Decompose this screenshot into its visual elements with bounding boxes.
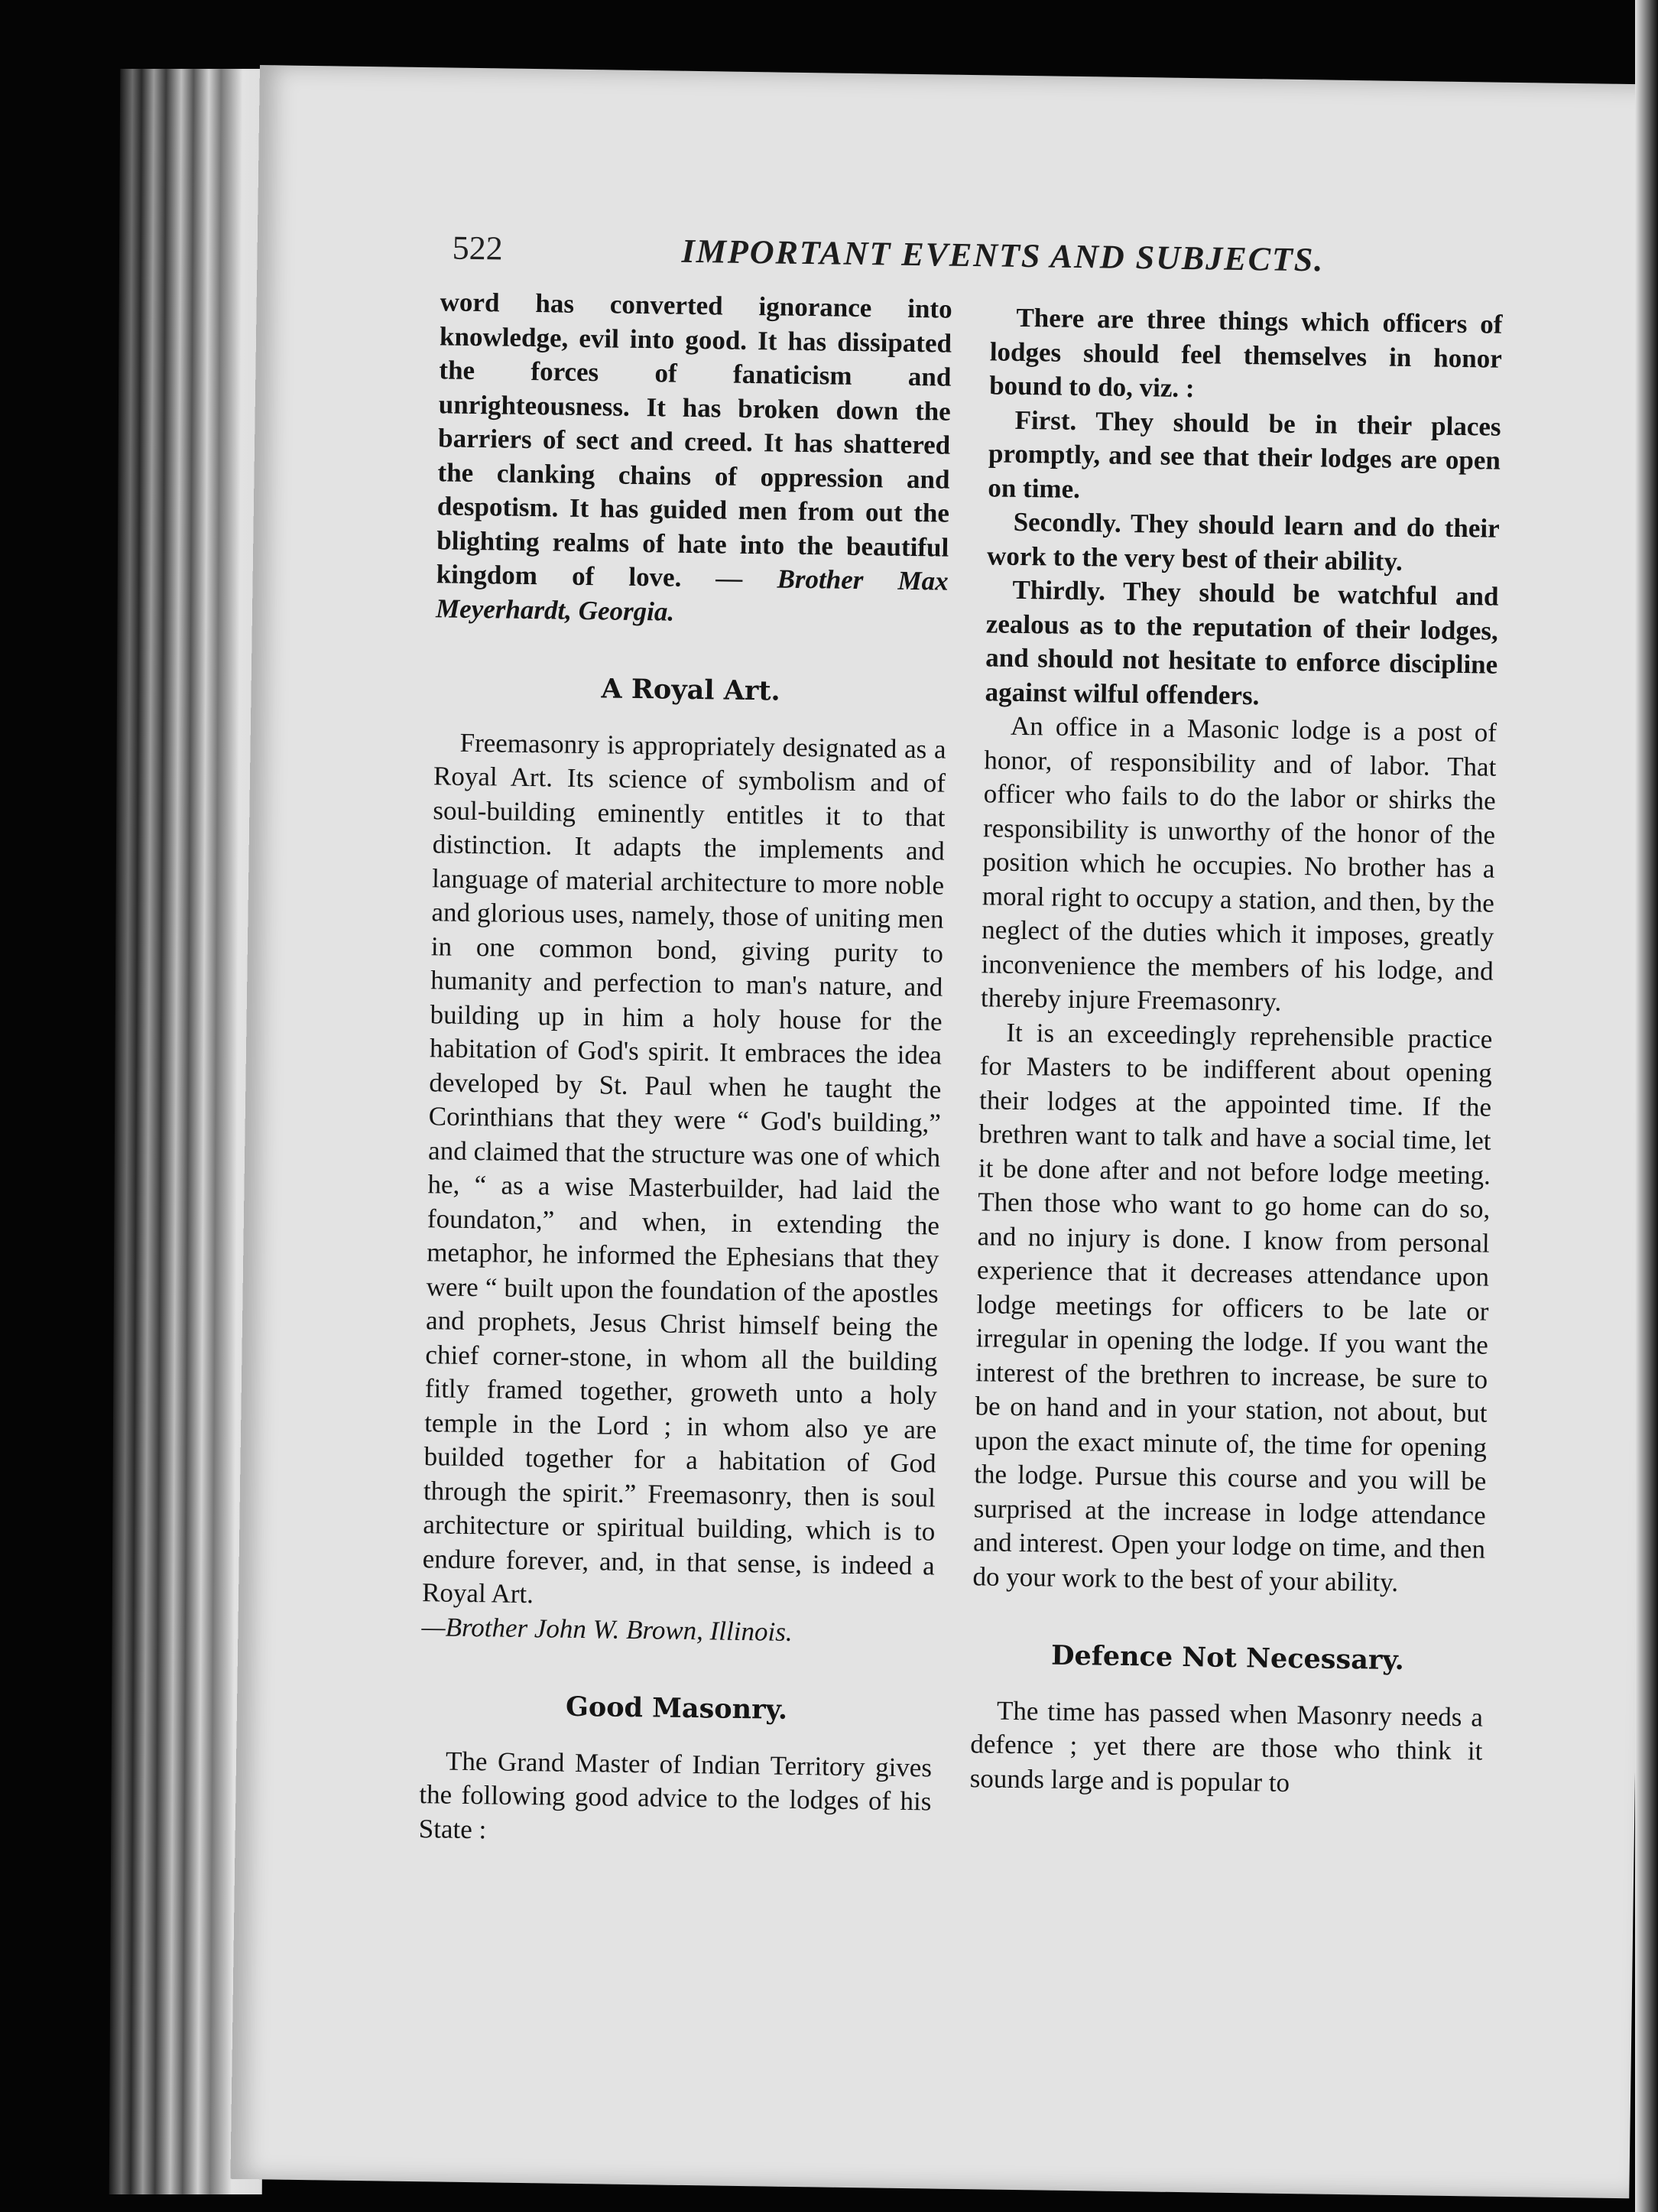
royal-art-credit: —Brother John W. Brown, Illinois. <box>421 1611 793 1647</box>
royal-art-paragraph <box>422 726 946 1617</box>
right-column <box>969 300 1502 1802</box>
right-paragraph: It is an exceedingly reprehensible practice for Masters to be indifferent about opening their lodges at the appointed time. If the brethren want to talk and have a social time, let it be done after and not before lodge meeting. Then those who want to go home can do so, and no injury is done. I know from personal experience that it decreases attendance upon lodge meetings for officers to be late or irregular in opening the lodge. If you want the interest of the brethren to increase, be sure to be on hand and in your station, not about, but upon the exact minute of, the time for opening the lodge. Pursue this course and you will be surprised at the increase in lodge attendance and interest. Open your lodge on time, and then do your work to the best of your ability. <box>972 1017 1493 1597</box>
intro-paragraph <box>436 285 952 632</box>
right-paragraph: First. They should be in their places promptly, and see that their lodges are open on time. <box>988 404 1501 504</box>
right-paragraph: An office in a Masonic lodge is a post of honor, of responsibility and of labor. That officer who fails to do the labor or shirks the responsibility is unworthy of the honor of the position which he occupies. No brother has a moral right to occupy a station, and then, by the neglect of the duties which it imposes, greatly inconvenience the members of his lodge, and thereby injure Freemasonry. <box>980 710 1497 1017</box>
good-masonry-paragraph: The Grand Master of Indian Territory gives the following good advice to the lodges of his State : <box>418 1746 933 1844</box>
running-title: IMPORTANT EVENTS AND SUBJECTS. <box>681 232 1325 279</box>
left-column <box>419 285 952 1853</box>
intro-credit: — Brother Max Meyerhardt, Georgia. <box>435 563 949 627</box>
right-paragraph: Thirdly. They should be watchful and zealous as to the reputation of their lodges, and should not hesitate to enforce discipline against wilful offenders. <box>985 574 1499 710</box>
book-page <box>230 65 1658 2198</box>
right-paragraph: There are three things which officers of lodges should feel themselves in honor bound to do, viz. : <box>988 302 1503 404</box>
section-heading-royal-art: A Royal Art. <box>601 673 781 707</box>
royal-art-body: Freemasonry is appropriately designated as a Royal Art. Its science of symbolism and of soul-building eminently entitles it to that distinction. It adapts the implements and language of material architecture to more noble and glorious uses, namely, those of uniting men in one common bond, giving purity to humanity and perfection to man's nature, and building up in him a holy house for the habitation of God's spirit. It embraces the idea developed by St. Paul when he taught the Corinthians that they were “ God's building,” and claimed that the structure was one of which he, “ as a wise Masterbuilder, had laid the foundaton,” and when, in extending the metaphor, he informed the Ephesians that they were “ built upon the foundation of the apostles and prophets, Jesus Christ himself being the chief corner-stone, in whom all the building fitly framed together, groweth unto a holy temple in the Lord ; in whom also ye are builded together for a habitation of God through the spirit.” Freemasonry, then is soul architecture or spiritual building, which is to endure forever, and, in that sense, is indeed a Royal Art. <box>421 727 946 1609</box>
page-number: 522 <box>452 229 504 268</box>
defence-paragraph: The time has passed when Masonry needs a defence ; yet there are those who think it sounds large and is popular to <box>969 1695 1484 1798</box>
royal-art-credit-line <box>421 1610 934 1652</box>
intro-text: word has converted ignorance into knowledge, evil into good. It has dissipated the forces of fanaticism and unrighteousness. It has broken down the barriers of sect and creed. It has shattered the clanking chains of oppression and despotism. It has guided men from out the blighting realms of hate into the beautiful kingdom of love. <box>436 287 952 593</box>
section-heading-defence: Defence Not Necessary. <box>1050 1639 1405 1677</box>
page-edge-shadow <box>1635 0 1658 2212</box>
right-paragraph: Secondly. They should learn and do their work to the very best of their ability. <box>986 506 1500 577</box>
section-heading-good-masonry: Good Masonry. <box>565 1691 788 1726</box>
